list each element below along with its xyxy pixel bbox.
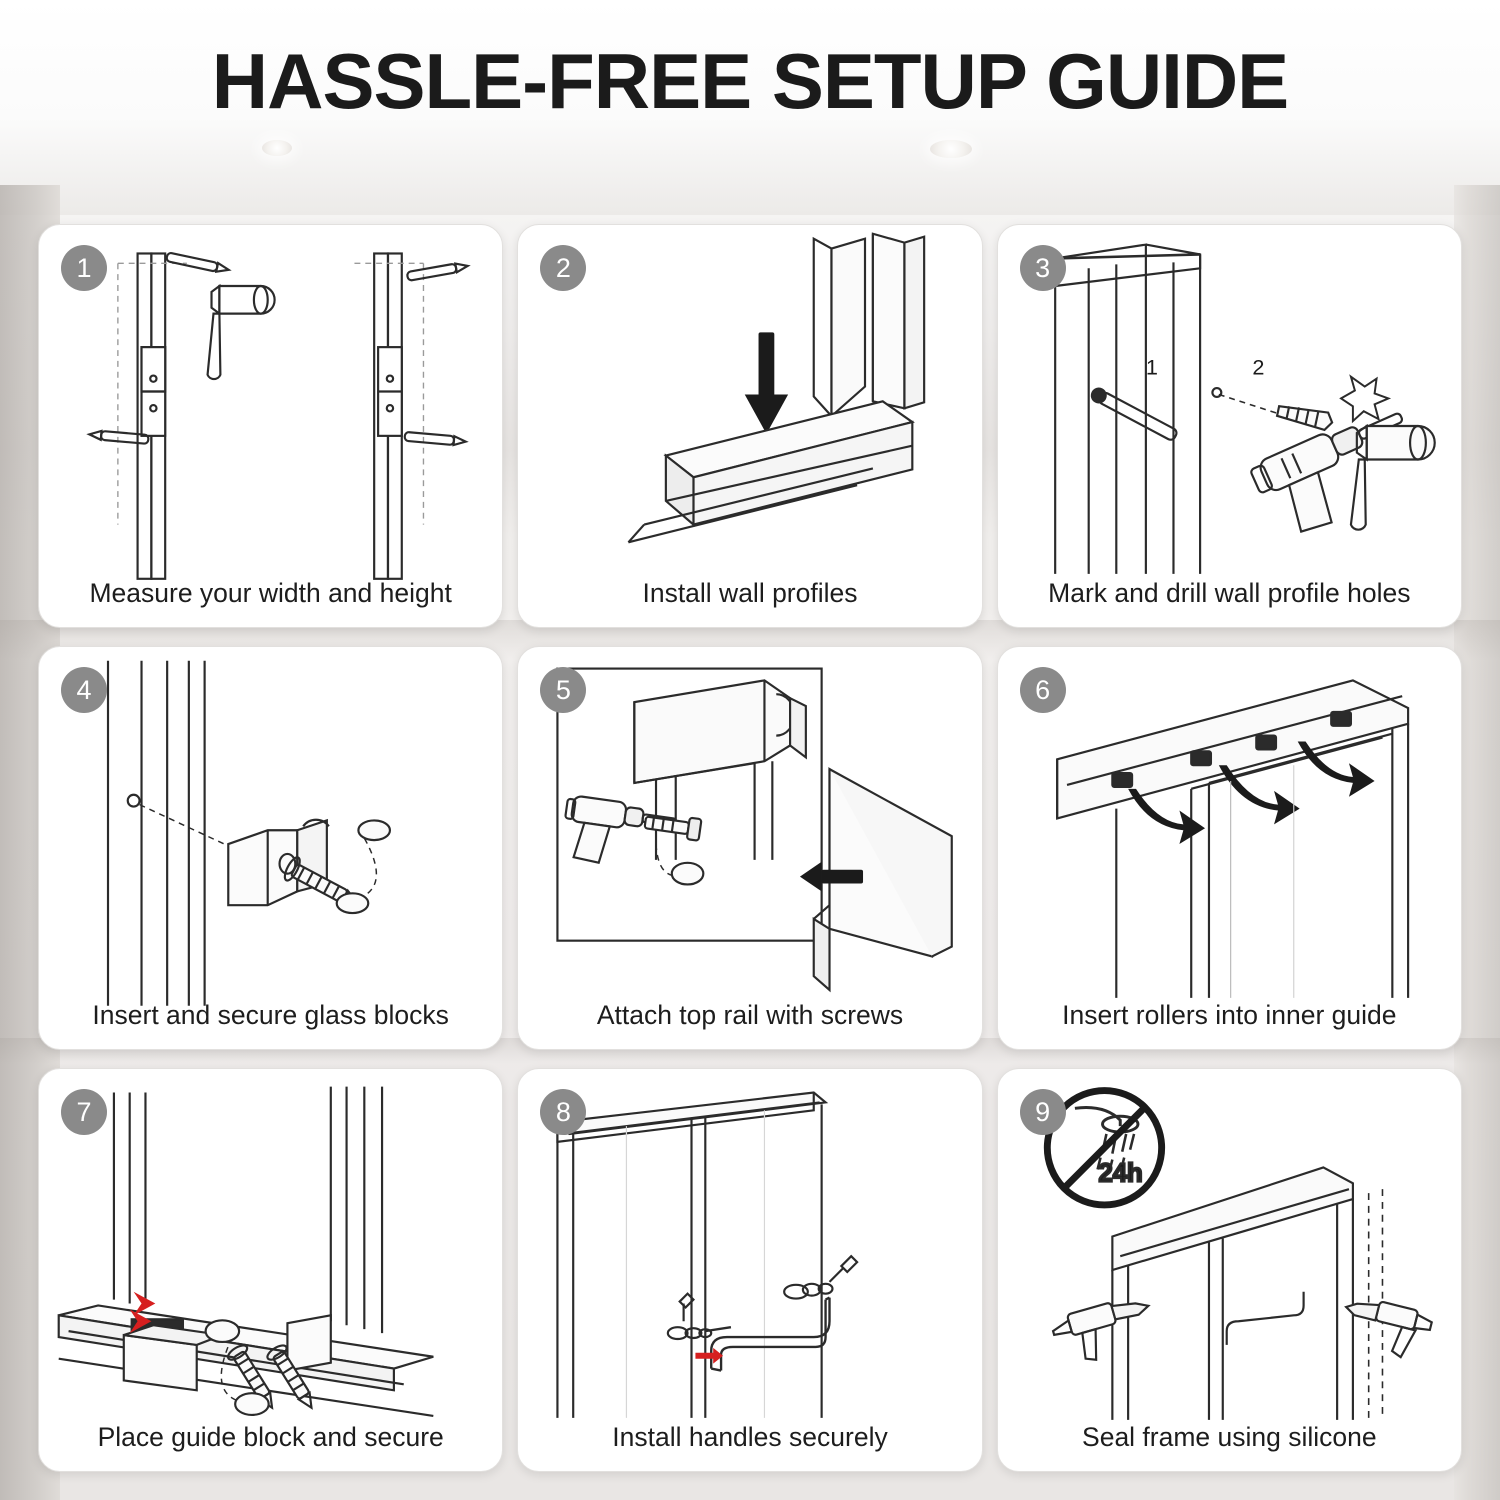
glass-block-screw-icon xyxy=(39,647,502,1049)
step-card-5 xyxy=(517,646,982,1050)
step-caption: Measure your width and height xyxy=(89,578,452,608)
drill-wall-icon xyxy=(998,225,1461,627)
top-rail-screw-icon xyxy=(518,647,981,1049)
step-caption: Mark and drill wall profile holes xyxy=(1048,578,1411,608)
silicone-seal-icon xyxy=(998,1069,1461,1471)
step-number-badge: 6 xyxy=(1020,667,1066,713)
step-caption: Place guide block and secure xyxy=(97,1422,444,1452)
step-card-4 xyxy=(38,646,503,1050)
handle-install-icon xyxy=(518,1069,981,1471)
step-caption: Insert rollers into inner guide xyxy=(1062,1000,1397,1030)
step-caption: Install handles securely xyxy=(612,1422,888,1452)
step-card-3 xyxy=(997,224,1462,628)
rollers-guide-icon xyxy=(998,647,1461,1049)
measure-profile-icon xyxy=(39,225,502,627)
guide-block-icon xyxy=(39,1069,502,1471)
step-number-badge: 4 xyxy=(61,667,107,713)
step-card-8 xyxy=(517,1068,982,1472)
step-card-6 xyxy=(997,646,1462,1050)
callout-label-1: 1 xyxy=(1145,354,1158,380)
step-number-badge: 5 xyxy=(540,667,586,713)
steps-grid xyxy=(38,224,1462,1472)
page-title: HASSLE-FREE SETUP GUIDE xyxy=(211,37,1289,125)
ceiling-light-icon xyxy=(930,140,972,158)
step-card-9 xyxy=(997,1068,1462,1472)
step-number-badge: 8 xyxy=(540,1089,586,1135)
step-caption: Insert and secure glass blocks xyxy=(92,1000,449,1030)
step-number-badge: 9 xyxy=(1020,1089,1066,1135)
step-card-7 xyxy=(38,1068,503,1472)
callout-label-2: 2 xyxy=(1252,354,1265,380)
wall-profile-insert-icon xyxy=(518,225,981,627)
step-number-badge: 2 xyxy=(540,245,586,291)
step-card-2 xyxy=(517,224,982,628)
step-number-badge: 3 xyxy=(1020,245,1066,291)
step-card-1 xyxy=(38,224,503,628)
step-number-badge: 1 xyxy=(61,245,107,291)
cure-time-label: 24h xyxy=(1098,1159,1143,1188)
step-caption: Attach top rail with screws xyxy=(596,1000,904,1030)
step-caption: Install wall profiles xyxy=(642,578,858,608)
ceiling-light-icon xyxy=(262,140,292,156)
step-number-badge: 7 xyxy=(61,1089,107,1135)
step-caption: Seal frame using silicone xyxy=(1082,1422,1377,1452)
